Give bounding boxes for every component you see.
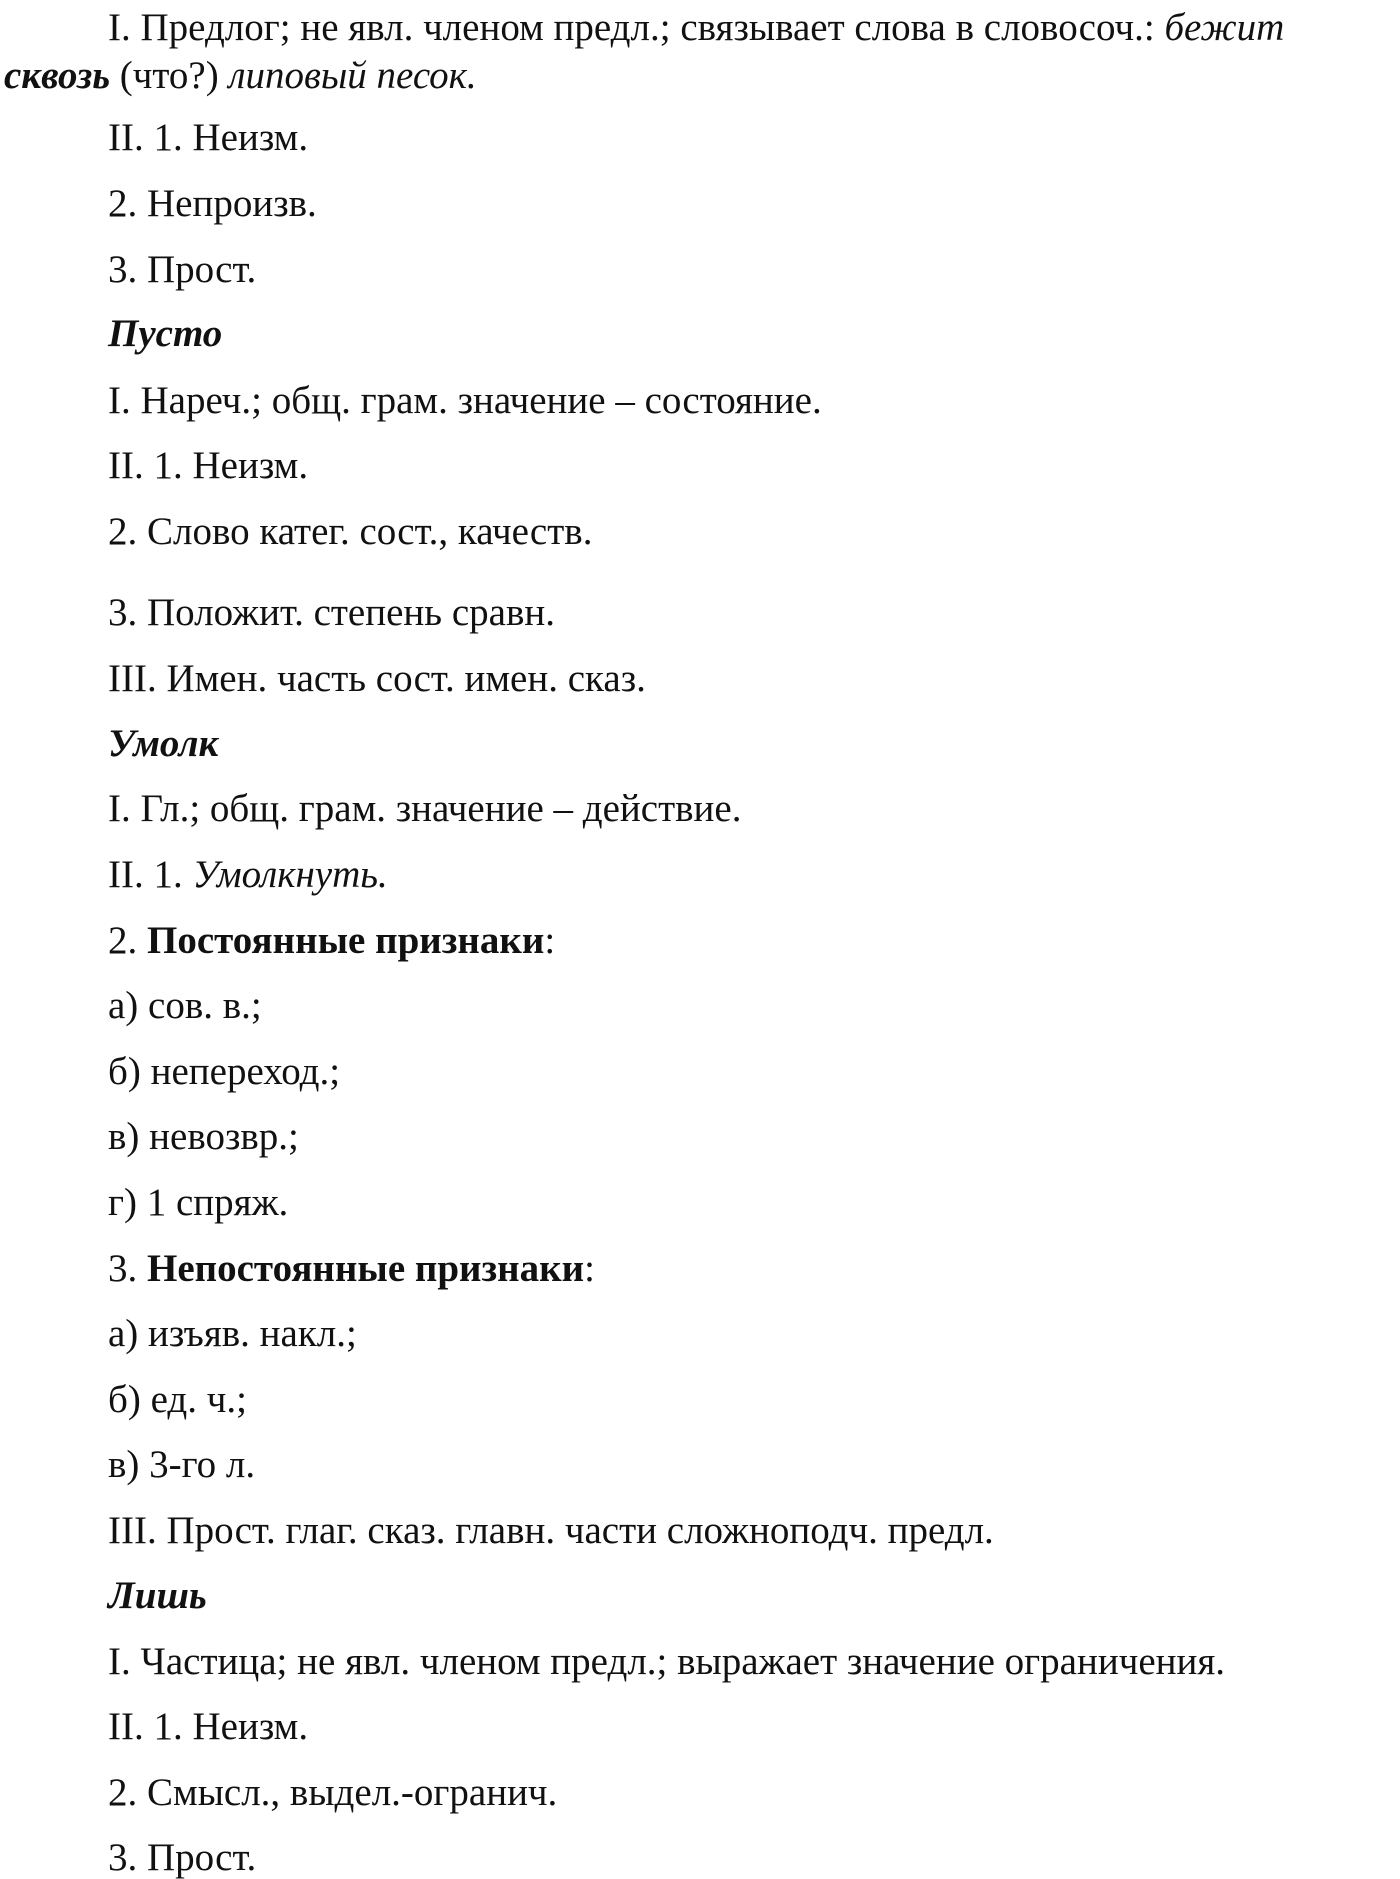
- pusto-item: II. 1. Неизм.: [108, 444, 309, 487]
- umolk-role: III. Прост. глаг. сказ. главн. части сложноподч. предл.: [108, 1509, 994, 1552]
- umolk-line-2: [108, 855, 388, 894]
- umolk-variable-item: в) 3-го л.: [108, 1443, 256, 1486]
- umolk-line-2-italic: Умолкнуть.: [192, 853, 388, 896]
- intro-line-2-bold: сквозь: [4, 54, 111, 97]
- umolk-constant-item: г) 1 спряж.: [108, 1181, 289, 1224]
- umolk-variable-suffix: :: [584, 1247, 595, 1290]
- lish-item: 3. Прост.: [108, 1836, 257, 1879]
- umolk-constant-prefix: 2.: [108, 919, 147, 962]
- umolk-line-1: I. Гл.; общ. грам. значение – действие.: [108, 787, 742, 830]
- umolk-constant-item: а) сов. в.;: [108, 984, 262, 1027]
- lish-item: 2. Смысл., выдел.-огранич.: [108, 1771, 558, 1814]
- pusto-item: 3. Положит. степень сравн.: [108, 591, 555, 634]
- umolk-constant-heading: [108, 921, 555, 960]
- umolk-constant-suffix: :: [544, 919, 556, 962]
- intro-item: 3. Прост.: [108, 248, 257, 291]
- pusto-item: 2. Слово катег. сост., качеств.: [108, 510, 593, 553]
- umolk-constant-item: в) невозвр.;: [108, 1115, 299, 1158]
- heading-lish: Лишь: [108, 1574, 207, 1617]
- intro-line-1: [108, 8, 1284, 47]
- intro-line-2-text: (что?): [110, 54, 229, 97]
- pusto-item: III. Имен. часть сост. имен. сказ.: [108, 657, 646, 700]
- umolk-line-2-prefix: II. 1.: [108, 853, 193, 896]
- intro-item: II. 1. Неизм.: [108, 116, 309, 159]
- heading-pusto: Пусто: [108, 312, 223, 355]
- umolk-variable-item: а) изъяв. накл.;: [108, 1312, 357, 1355]
- umolk-variable-heading: [108, 1249, 595, 1288]
- umolk-variable-item: б) ед. ч.;: [108, 1378, 247, 1421]
- umolk-constant-item: б) непереход.;: [108, 1050, 341, 1093]
- umolk-variable-prefix: 3.: [108, 1247, 147, 1290]
- heading-umolk: Умолк: [108, 722, 219, 765]
- umolk-variable-label: Непостоянные признаки: [147, 1247, 585, 1290]
- intro-line-2-italic: липовый песок.: [228, 54, 477, 97]
- intro-item: 2. Непроизв.: [108, 182, 317, 225]
- intro-line-2: [4, 56, 477, 95]
- lish-item: II. 1. Неизм.: [108, 1705, 309, 1748]
- umolk-constant-label: Постоянные признаки: [147, 919, 545, 962]
- pusto-item: I. Нареч.; общ. грам. значение – состояние.: [108, 379, 822, 422]
- intro-line-1-italic: бежит: [1164, 6, 1285, 49]
- lish-item: I. Частица; не явл. членом предл.; выражает значение ограничения.: [108, 1640, 1226, 1683]
- intro-line-1-text: I. Предлог; не явл. членом предл.; связывает слова в словосоч.:: [108, 6, 1165, 49]
